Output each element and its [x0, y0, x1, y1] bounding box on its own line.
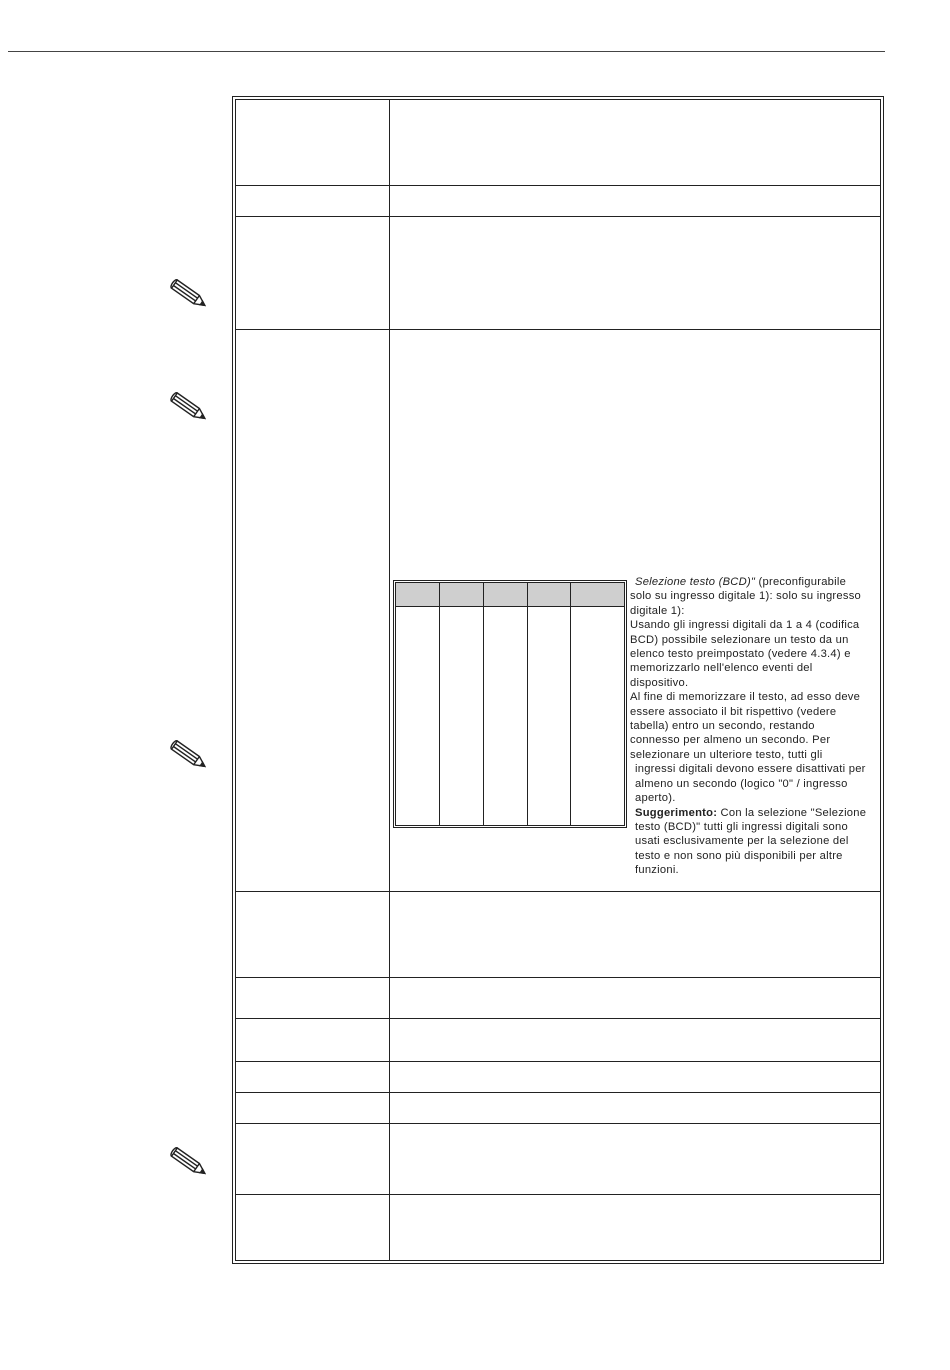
bcd-column-divider: [483, 583, 484, 825]
tip-line: funzioni.: [635, 864, 679, 877]
row-divider: [236, 216, 880, 217]
description-line: Usando gli ingressi digitali da 1 a 4 (codifica: [630, 619, 860, 632]
pencil-icon: [164, 736, 216, 776]
description-title: [630, 575, 876, 589]
description-line: tabella) entro un secondo, restando: [630, 720, 815, 733]
tip-label: Suggerimento:: [635, 806, 718, 819]
pencil-icon: [164, 1143, 216, 1183]
description-line: connesso per almeno un secondo. Per: [630, 734, 831, 747]
row-divider: [236, 185, 880, 186]
bcd-bit-table-inner: [395, 582, 625, 826]
description-line: BCD) possibile selezionare un testo da un: [630, 633, 849, 646]
bcd-description: [630, 575, 876, 878]
tip-line: usati esclusivamente per la selezione del: [635, 835, 849, 848]
row-divider: [236, 891, 880, 892]
description-line: almeno un secondo (logico "0" / ingresso: [635, 777, 848, 790]
description-line: memorizzarlo nell'elenco eventi del: [630, 662, 813, 675]
description-line: solo su ingresso digitale 1): solo su ingresso: [630, 590, 862, 603]
row-divider: [236, 977, 880, 978]
tip-line: testo (BCD)" tutti gli ingressi digitali sono: [635, 820, 848, 833]
description-line: dispositivo.: [630, 676, 689, 689]
bcd-column-divider: [527, 583, 528, 825]
pencil-icon: [164, 388, 216, 428]
description-title-rest: (preconfigurabile: [755, 576, 847, 588]
tip-first-line: [630, 806, 876, 820]
bcd-column-divider: [570, 583, 571, 825]
description-line: ingressi digitali devono essere disattivati per: [635, 763, 866, 776]
description-line: essere associato il bit rispettivo (vedere: [630, 705, 837, 718]
description-title-italic: Selezione testo (BCD)": [635, 576, 756, 588]
description-line: selezionare un ulteriore testo, tutti gli: [630, 748, 823, 761]
bcd-bit-table: [393, 580, 627, 828]
description-line: digitale 1):: [630, 604, 685, 617]
tip-line: testo e non sono più disponibili per altre: [635, 849, 843, 862]
tip-first-text: Con la selezione "Selezione: [717, 806, 867, 819]
row-divider: [236, 1194, 880, 1195]
bcd-table-header: [396, 583, 624, 607]
bcd-column-divider: [439, 583, 440, 825]
row-divider: [236, 329, 880, 330]
description-line: elenco testo preimpostato (vedere 4.3.4) e: [630, 648, 851, 661]
column-divider: [389, 100, 390, 1260]
row-divider: [236, 1092, 880, 1093]
row-divider: [236, 1123, 880, 1124]
description-line: aperto).: [635, 792, 676, 805]
header-rule: [8, 51, 885, 52]
description-line: Al fine di memorizzare il testo, ad esso deve: [630, 691, 861, 704]
pencil-icon: [164, 275, 216, 315]
row-divider: [236, 1061, 880, 1062]
row-divider: [236, 1018, 880, 1019]
